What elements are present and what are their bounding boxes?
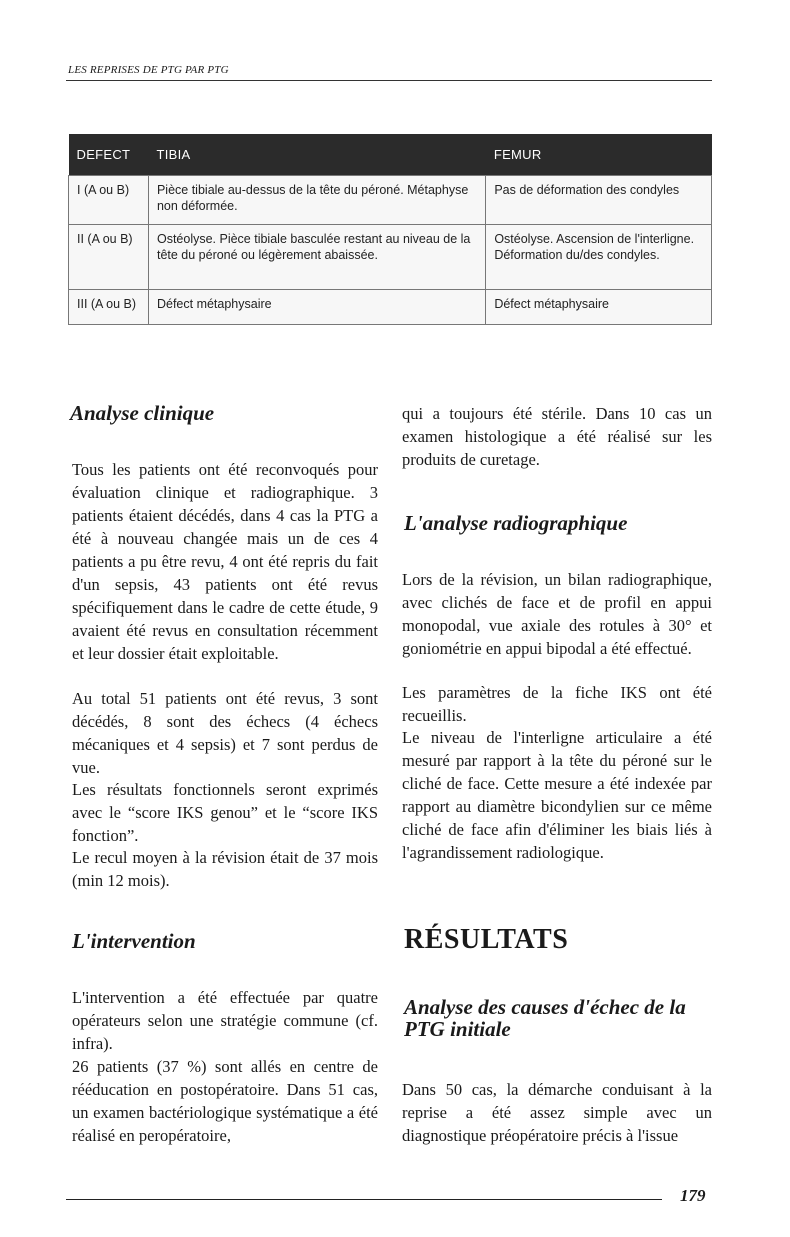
running-head: LES REPRISES DE PTG PAR PTG [68, 64, 229, 76]
paragraph: Le niveau de l'interligne articulaire a été mesuré par rapport à la tête du péroné sur le cliché de face. Cette mesure a été indexée par rapport au diamètre bicondylien sur ce même cliché de face afin d'éliminer les biais liés à l'agrandissement radiologique. [402, 728, 712, 862]
cell-defect: III (A ou B) [69, 290, 149, 325]
paragraph: Dans 50 cas, la démarche conduisant à la reprise a été assez simple avec un diagnostique préopératoire précis à l'issue [402, 1080, 712, 1145]
paragraph: Les paramètres de la fiche IKS ont été recueillis. [402, 683, 712, 725]
section-title-intervention: L'intervention [72, 929, 196, 953]
page-number: 179 [680, 1186, 706, 1205]
cell-tibia: Ostéolyse. Pièce tibiale basculée restant au niveau de la tête du péroné ou légèrement abaissée. [148, 225, 485, 290]
defect-classification-table [68, 134, 712, 325]
cell-tibia: Défect métaphysaire [148, 290, 485, 325]
cell-defect: II (A ou B) [69, 225, 149, 290]
cell-femur: Ostéolyse. Ascension de l'interligne. Déformation du/des condyles. [486, 225, 712, 290]
cell-defect: I (A ou B) [69, 176, 149, 225]
cell-femur: Défect métaphysaire [486, 290, 712, 325]
table-header-row [69, 134, 712, 176]
section-title-analyse-clinique: Analyse clinique [70, 401, 215, 425]
paragraph: Tous les patients ont été reconvoqués pour évaluation clinique et radiographique. 3 patients étaient décédés, dans 4 cas la PTG a été à nouveau changée mais un de ces 4 patients a pu être revu, 4 ont été repris du fait d'un sepsis, 43 patients ont été revus spécifiquement dans le cadre de cette étude, 9 avaient été revus en consultation récemment et leur dossier était exploitable. [72, 460, 378, 663]
paragraph: Au total 51 patients ont été revus, 3 sont décédés, 8 sont des échecs (4 échecs mécaniques et 4 sepsis) et 7 sont perdus de vue. [72, 689, 378, 777]
cell-femur: Pas de déformation des condyles [486, 176, 712, 225]
footer-rule [66, 1199, 662, 1200]
paragraph: L'intervention a été effectuée par quatre opérateurs selon une stratégie commune (cf. infra). [72, 988, 378, 1053]
cell-tibia: Pièce tibiale au-dessus de la tête du péroné. Métaphyse non déformée. [148, 176, 485, 225]
section-title-analyse-radiographique: L'analyse radiographique [404, 511, 628, 535]
table-row [69, 176, 712, 225]
section-title-resultats: RÉSULTATS [404, 924, 569, 955]
paragraph: Les résultats fonctionnels seront exprimés avec le “score IKS genou” et le “score IKS fonction”. [72, 780, 378, 845]
header-femur: FEMUR [486, 134, 712, 176]
paragraph: qui a toujours été stérile. Dans 10 cas un examen histologique a été réalisé sur les produits de curetage. [402, 404, 712, 469]
table-row [69, 290, 712, 325]
section-title-causes-echec: Analyse des causes d'échec de la PTG initiale [404, 995, 686, 1041]
paragraph: Le recul moyen à la révision était de 37 mois (min 12 mois). [72, 848, 378, 890]
paragraph: 26 patients (37 %) sont allés en centre de rééducation en postopératoire. Dans 51 cas, un examen bactériologique systématique a été réalisé en peropératoire, [72, 1057, 378, 1145]
header-tibia: TIBIA [148, 134, 485, 176]
header-defect: DEFECT [69, 134, 149, 176]
paragraph: Lors de la révision, un bilan radiographique, avec clichés de face et de profil en appui monopodal, vue axiale des rotules à 30° et goniométrie en appui bipodal a été effectué. [402, 570, 712, 658]
header-rule [66, 80, 712, 81]
table-row [69, 225, 712, 290]
